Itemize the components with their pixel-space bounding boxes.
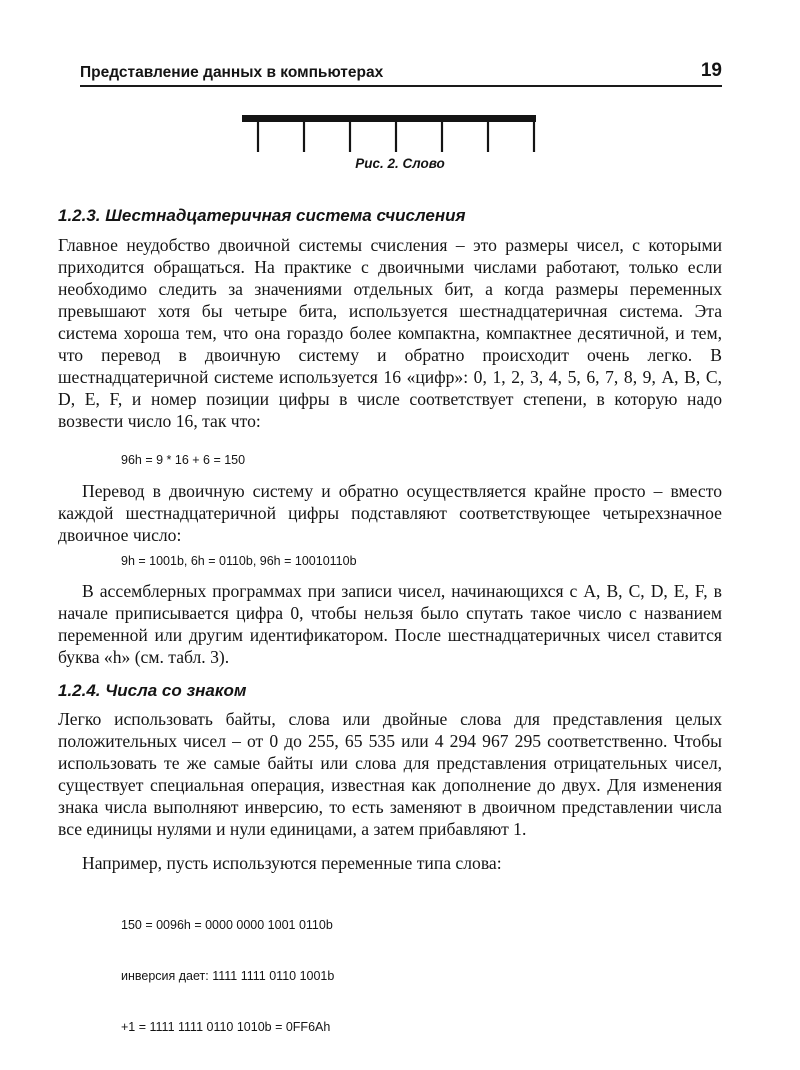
paragraph-hex-binary: Перевод в двоичную систему и обратно осуществляется крайне просто – вместо каждой шестнадцатеричной цифры подставляют соответствующее четырехзначное двоичное число: xyxy=(58,481,722,545)
page-number: 19 xyxy=(700,60,722,81)
code-line: +1 = 1111 1111 0110 1010b = 0FF6Ah xyxy=(121,1020,331,1034)
section-heading-hex: 1.2.3. Шестнадцатеричная система счисления xyxy=(58,206,466,225)
header-rule xyxy=(80,85,722,87)
code-line: 150 = 0096h = 0000 0000 1001 0110b xyxy=(121,918,333,932)
paragraph-hex-intro: Главное неудобство двоичной системы счисления – это размеры чисел, с которыми приходится обращаться. На практике с двоичными числами работают, только если необходимо следить за значениями отдельных бит, а когда размеры переменных превышают хотя бы четыре бита, используется шестнадцатеричная система. Эта система хороша тем, что она гораздо более компактна, компактнее десятичной, и тем, что перевод в двоичную систему и обратно происходит очень легко. В шестнадцатеричной системе используется 16 «цифр»: 0, 1, 2, 3, 4, 5, 6, 7, 8, 9, A, B, C, D, E, F, и номер позиции цифры в числе соответствует степени, в которую надо возвести число 16, так что: xyxy=(58,235,722,431)
word-bar xyxy=(242,115,536,122)
paragraph-hex-assembler: В ассемблерных программах при записи чисел, начинающихся с A, B, C, D, E, F, в начале приписывается цифра 0, чтобы нельзя было спутать такое число с названием переменной или другим идентификатором. После шестнадцатеричных чисел ставится буква «h» (см. табл. 3). xyxy=(58,581,722,667)
word-ticks xyxy=(258,121,534,152)
paragraph-signed-example: Например, пусть используются переменные типа слова: xyxy=(82,853,502,873)
running-title: Представление данных в компьютерах xyxy=(80,64,384,81)
section-heading-signed: 1.2.4. Числа со знаком xyxy=(58,681,247,700)
code-example-hex-binary: 9h = 1001b, 6h = 0110b, 96h = 10010110b xyxy=(121,554,357,568)
code-line: инверсия дает: 1111 1111 0110 1001b xyxy=(121,969,335,983)
running-header xyxy=(80,60,722,82)
paragraph-signed-intro: Легко использовать байты, слова или двойные слова для представления целых положительных чисел – от 0 до 255, 65 535 или 4 294 967 295 соответственно. Чтобы использовать те же самые байты или слова для представления отрицательных чисел, существует специальная операция, известная как дополнение до двух. Для изменения знака числа выполняют инверсию, то есть заменяют в двоичном представлении числа все единицы нулями и нули единицами, а затем прибавляют 1. xyxy=(58,709,722,839)
code-example-hex-decimal: 96h = 9 * 16 + 6 = 150 xyxy=(121,453,246,467)
figure-caption: Рис. 2. Слово xyxy=(355,156,445,171)
word-diagram xyxy=(238,112,540,158)
code-example-signed xyxy=(121,883,334,1070)
